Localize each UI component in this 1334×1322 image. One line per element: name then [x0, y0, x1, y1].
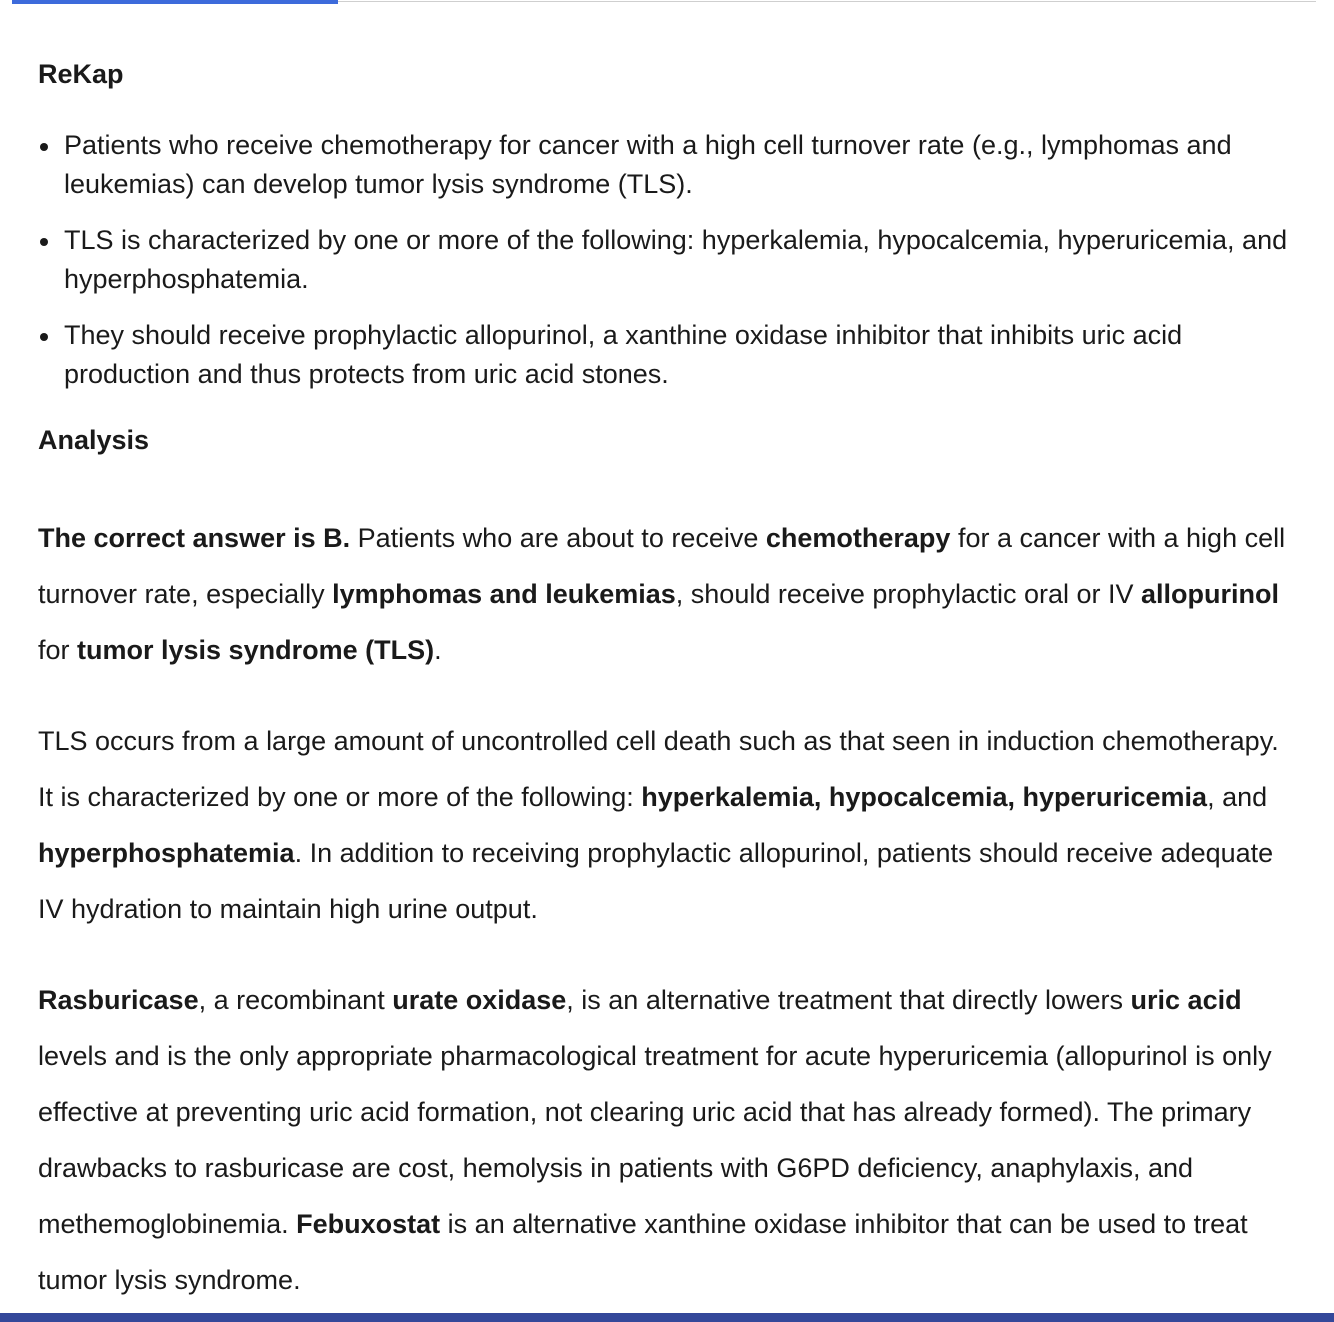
rekap-bullet: They should receive prophylactic allopurinol, a xanthine oxidase inhibitor that inhibits uric acid production and thus protects from uric acid stones.	[38, 316, 1294, 394]
rekap-heading: ReKap	[38, 59, 124, 89]
text-run: TLS occurs from a large amount of uncontrolled cell death such as that seen in induction chemotherapy. It is characterized by one or more of the following:	[38, 726, 1279, 812]
text-run: .	[434, 635, 442, 665]
text-run: , a recombinant	[198, 985, 393, 1015]
rekap-bullet-list	[38, 126, 1294, 394]
bold-term: chemotherapy	[765, 523, 951, 553]
bold-term: allopurinol	[1141, 579, 1280, 609]
text-run: , is an alternative treatment that directly lowers	[566, 985, 1131, 1015]
rekap-bullet: Patients who receive chemotherapy for cancer with a high cell turnover rate (e.g., lymphomas and leukemias) can develop tumor lysis syndrome (TLS).	[38, 126, 1294, 204]
analysis-paragraph-answer	[38, 510, 1294, 678]
bold-term: lymphomas and leukemias	[332, 579, 676, 609]
text-run: Patients who are about to receive	[350, 523, 766, 553]
text-run: . In addition to receiving prophylactic allopurinol, patients should receive adequate IV hydration to maintain high urine output.	[38, 838, 1274, 924]
bold-term: hyperkalemia, hypocalcemia, hyperuricemia	[641, 782, 1208, 812]
bold-term: uric acid	[1130, 985, 1242, 1015]
text-run: is an alternative xanthine oxidase inhibitor that can be used to treat tumor lysis syndrome.	[38, 1209, 1248, 1295]
explanation-content	[38, 54, 1294, 1322]
bold-term: urate oxidase	[392, 985, 567, 1015]
analysis-paragraph-rasburicase	[38, 972, 1294, 1308]
bold-term: Rasburicase	[38, 985, 199, 1015]
text-run: , and	[1207, 782, 1268, 812]
text-run: , should receive prophylactic oral or IV	[675, 579, 1142, 609]
text-run: levels and is the only appropriate pharmacological treatment for acute hyperuricemia (allopurinol is only effective at preventing uric acid formation, not clearing uric acid that has already formed). The primary drawbacks to rasburicase are cost, hemolysis in patients with G6PD deficiency, anaphylaxis, and methemoglobinemia.	[38, 1041, 1272, 1239]
progress-fill	[12, 0, 338, 4]
correct-answer-statement: The correct answer is B.	[38, 523, 351, 553]
analysis-heading: Analysis	[38, 425, 150, 455]
rekap-bullet: TLS is characterized by one or more of the following: hyperkalemia, hypocalcemia, hyperuricemia, and hyperphosphatemia.	[38, 221, 1294, 299]
text-run: for a cancer with a high cell turnover rate, especially	[38, 523, 1286, 609]
analysis-paragraph-tls	[38, 713, 1294, 937]
bottom-bar	[0, 1313, 1334, 1322]
bold-term: hyperphosphatemia	[38, 838, 295, 868]
text-run: for	[38, 635, 78, 665]
bold-term: tumor lysis syndrome (TLS)	[77, 635, 435, 665]
bold-term: Febuxostat	[296, 1209, 441, 1239]
